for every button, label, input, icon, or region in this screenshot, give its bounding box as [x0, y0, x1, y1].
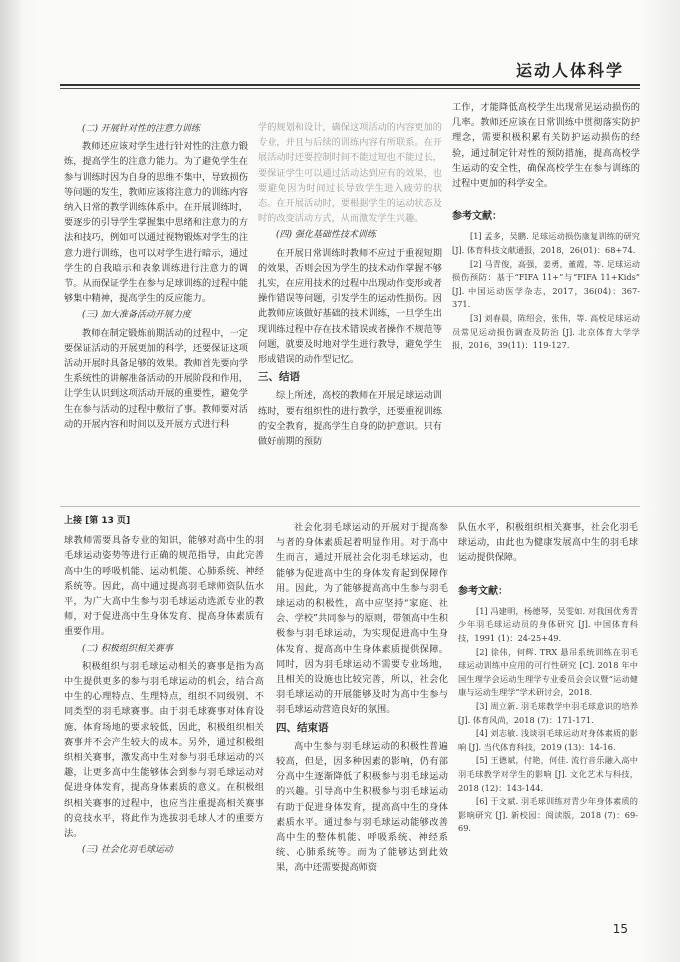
section-heading-social: (三) 社会化羽毛球运动 — [82, 845, 173, 856]
page-number: 15 — [612, 922, 628, 936]
upper-column-1 — [64, 120, 248, 432]
lower-column-3 — [458, 520, 638, 836]
reference-item: [3] 刘春晨，陈绍会，张伟，等. 高校足球运动员常见运动损伤调查及防治 [J]. 北京体育大学学报，2016，39(11)：119-127. — [452, 312, 640, 351]
reference-item: [1] 孟多，吴鹏. 足球运动损伤康复训练的研究 [J]. 体育科技文献通报，2018，26(01)：68+74. — [452, 231, 640, 256]
paragraph-events: 积极组织与羽毛球运动相关的赛事是指为高中生提供更多的参与羽毛球运动的机会，结合高中生的心理特点、生理特点，组织不同级别、不同类型的羽毛球赛事。由于羽毛球赛事对体育设施、体育场地的要求较低，因此，积极组织相关赛事并不会产生较大的成本。另外，通过积极组织相关赛事，激发高中生对参与羽毛球运动的兴趣，让更多高中生能够体会到参与羽毛球运动对促进身体发育，提高身体素质的意义。在积极组织相关赛事的过程中，也应当注重提高相关赛事的竞技水平，将此作为选拔羽毛球人才的重要方法。 — [64, 660, 264, 840]
upper-column-3 — [452, 100, 640, 353]
paragraph-conclusion-lower-continued: 队伍水平，积极组织相关赛事，社会化羽毛球运动，由此也为健康发展高中生的羽毛球运动提供保障。 — [458, 522, 638, 564]
reference-item: [1] 冯建明，杨德琴，吴雯如. 对我国优秀青少年羽毛球运动员的身体研究 [J]. 中国体育科技，1991 (1)：24-25+49. — [458, 605, 638, 643]
reference-item: [6] 于文斌. 羽毛球训练对青少年身体素质的影响研究 [J]. 新校园：阅读版，2018 (7)：69-69. — [458, 796, 638, 834]
continued-from-label: 上接 [第 13 页] — [64, 516, 131, 526]
scan-edge-shadow — [0, 0, 22, 962]
journal-section-title: 运动人体科学 — [515, 61, 624, 80]
section-heading-conclusion: 三、结语 — [258, 371, 300, 384]
article-divider — [60, 506, 640, 507]
section-heading-events: (二) 积极组织相关赛事 — [82, 643, 173, 654]
reference-item: [3] 周立新. 羽毛球教学中羽毛球意识的培养 [J]. 体育风尚，2018 (7)：171-171. — [458, 700, 638, 725]
header-rule — [60, 84, 640, 86]
paragraph-attention: 教师还应该对学生进行针对性的注意力锻炼，提高学生的注意力能力。为了避免学生在参与训练时因为自身的思维不集中，导致损伤等问题的发生，教师应该将注意力的训练内容纳入日常的教学训练体系中。在开展训练时，要逐步的引导学生掌握集中思绪和注意力的方法和技巧，例如可以通过视物锻炼对学生的注意力进行训练，也可以对学生进行暗示，通过学生的自我暗示和表象训练进行注意力的调节。从而保证学生在参与足球训练的过程中能够集中精神，提高学生的反应能力。 — [64, 141, 248, 305]
paragraph-conclusion: 综上所述，高校的教师在开展足球运动训练时，要有组织性的进行教学，还要重视训练的安全教育，提高学生自身的防护意识。只有做好前期的预防 — [258, 390, 442, 448]
section-heading-attention: (二) 开展针对性的注意力训练 — [82, 124, 200, 134]
reference-item: [2] 马青俊，高强，姜勇，董霞，等. 足球运动损伤预防：基于“FIFA 11+”与“FIFA 11+Kids” [J]. 中国运动医学杂志，2017，36(04)：367-371. — [452, 258, 640, 310]
lower-column-2 — [276, 520, 448, 876]
paragraph-teachers: 球教师需要具备专业的知识，能够对高中生的羽毛球运动姿势等进行正确的规范指导，由此完善高中生的呼吸机能、运动机能、心肺系统、神经系统等。因此，高中通过提高羽毛球师资队伍水平，为广大高中生参与羽毛球运动选派专业的教师，对于促进高中生身体发育、提高身体素质有重要作用。 — [64, 535, 264, 638]
references-title: 参考文献： — [452, 211, 502, 223]
reference-item: [4] 刘志敏. 浅谈羽毛球运动对身体素质的影响 [J]. 当代体育科技，2019 (13)：14-16. — [458, 728, 638, 752]
header-rule-thin — [60, 88, 640, 89]
paragraph-tech: 在开展日常训练时教师不应过于重视短期的效果，否则会因为学生的技术动作掌握不够扎实，在应用技术的过程中出现动作变形或者操作错误等问题，引发学生的运动性损伤。因此教师应该做好基础的技术训练，一旦学生出现训练过程中存在技术错误或者操作不规范等问题，就要及时地对学生进行教导，避免学生形成错误的动作型记忆。 — [258, 247, 442, 366]
section-heading-conclusion-lower: 四、结束语 — [276, 721, 329, 734]
upper-column-2 — [258, 120, 442, 449]
reference-item: [2] 徐伟，何辉. TRX 悬吊系统训练在羽毛球运动训练中应用的可行性研究 [C]. 2018 年中国生理学会运动生理学专业委员会会议暨“运动健康与运动生理学”学术研讨会，2018. — [458, 646, 638, 698]
paragraph-conclusion-continued: 工作，才能降低高校学生出现常见运动损伤的几率。教师还应该在日常训练中贯彻落实防护理念，需要积极积累有关防护运动损伤的经验，通过制定针对性的预防措施，提高高校学生运动的安全性，确保高校学生在参与训练的过程中更加的科学安全。 — [452, 102, 640, 190]
paragraph-prep: 教师在制定锻炼前期活动的过程中，一定要保证活动的开展更加的科学，还要保证这项活动开展时具备足够的效果。教师首先要向学生系统性的讲解准备活动的开展阶段和作用，让学生认识到这项活动开展的重要性，避免学生在参与活动的过程中敷衍了事。教师要对活动的开展内容和时间以及开展方式进行科 — [64, 327, 248, 430]
section-heading-prep: (三) 加大准备活动开展力度 — [82, 310, 191, 321]
reference-item: [5] 王德斌，付艳，何佳. 流行音乐融入高中羽毛球教学对学生的影响 [J]. 文化艺术与科技，2018 (12)：143-144. — [458, 755, 638, 793]
section-heading-tech: (四) 强化基础性技术训练 — [276, 230, 376, 241]
paragraph-social: 社会化羽毛球运动的开展对于提高参与者的身体素质起着明显作用。对于高中生而言，通过开展社会化羽毛球运动，也能够为促进高中生的身体发育起到保障作用。因此，为了能够提高高中生参与羽毛球运动的积极性，高中应坚持“家庭、社会、学校”共同参与的原则，带领高中生积极参与羽毛球运动，为实现促进高中生身体发育、提高高中生身体素质提供保障。同时，因为羽毛球运动不需要专业场地，且相关的设施也比较完善，所以，社会化羽毛球运动的开展能够及时为高中生参与羽毛球运动营造良好的氛围。 — [276, 522, 448, 716]
lower-column-1 — [64, 512, 264, 860]
paragraph-conclusion-lower: 高中生参与羽毛球运动的积极性普遍较高，但是，因多种因素的影响，仍有部分高中生逐渐降低了积极参与羽毛球运动的兴趣。引导高中生积极参与羽毛球运动有助于促进身体发育，提高高中生的身体素质水平。通过参与羽毛球运动能够改善高中生的整体机能、呼吸系统、神经系统、心肺系统等。而为了能够达到此效果，高中还需要提高师资 — [276, 740, 448, 874]
paragraph-prep-continued: 学的规划和设计，确保这项活动的内容更加的专业，并且与后续的训练内容有所联系。在开展活动时还要控制时间不能过短也不能过长，要保证学生可以通过活动达到应有的效果，也要避免因为时间过长导致学生进入疲劳的状态。在开展活动时，要根据学生的运动状态及时的改变活动方式，从而激发学生兴趣。 — [258, 122, 442, 225]
references-title-lower: 参考文献： — [458, 585, 508, 597]
